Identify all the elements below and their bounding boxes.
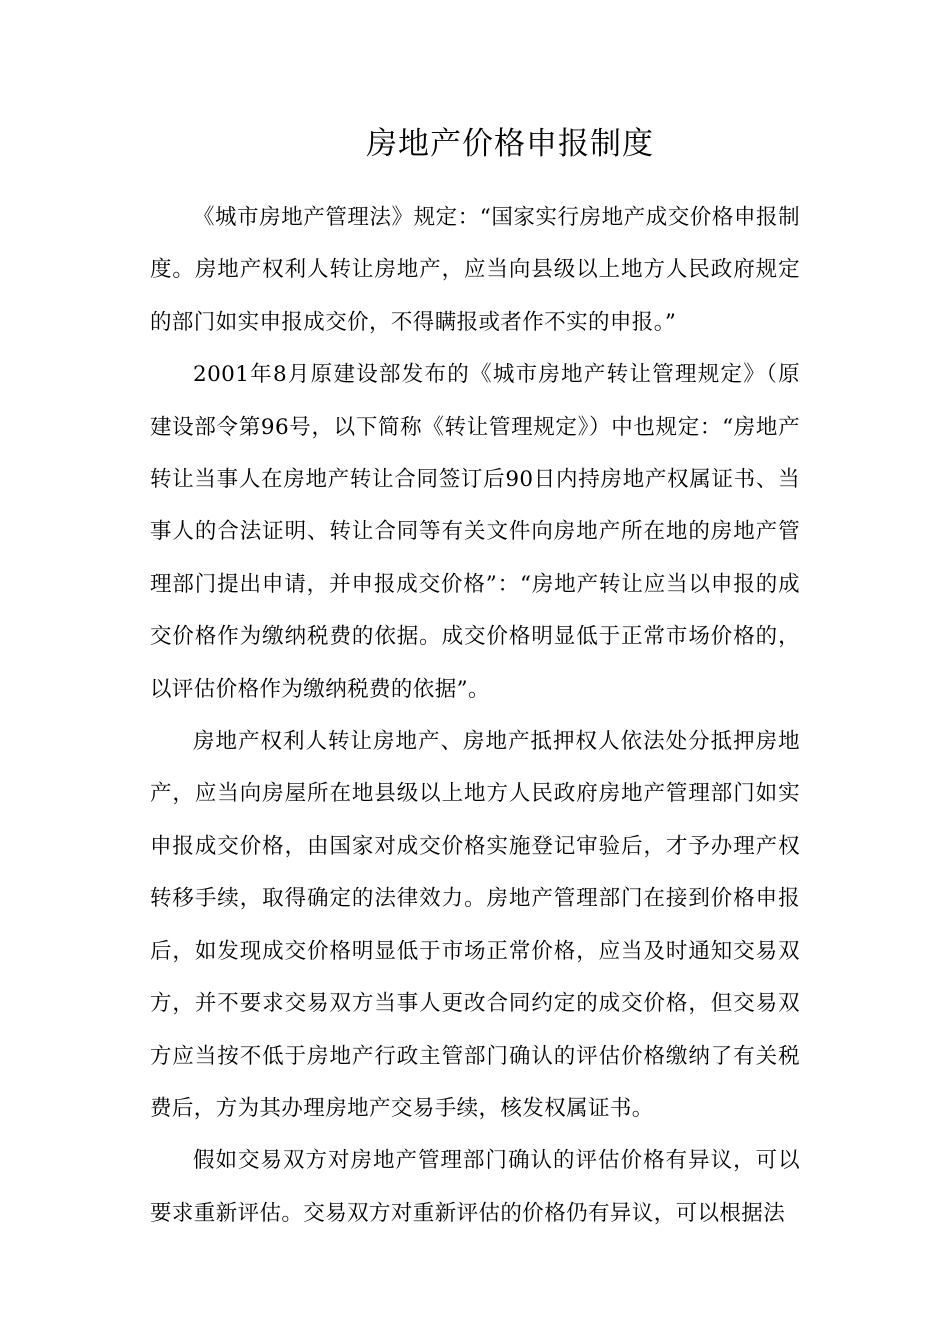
document-body bbox=[150, 192, 800, 1240]
paragraph-3: 房地产权利人转让房地产、房地产抵押权人依法处分抵押房地产，应当向房屋所在地县级以上地方人民政府房地产管理部门如实申报成交价格，由国家对成交价格实施登记审验后，才予办理产权转移手续，取得确定的法律效力。房地产管理部门在接到价格申报后，如发现成交价格明显低于市场正常价格，应当及时通知交易双方，并不要求交易双方当事人更改合同约定的成交价格，但交易双方应当按不低于房地产行政主管部门确认的评估价格缴纳了有关税费后，方为其办理房地产交易手续，核发权属证书。 bbox=[150, 729, 800, 1121]
paragraph-2: 2001年8月原建设部发布的《城市房地产转让管理规定》（原建设部令第96号，以下简称《转让管理规定》）中也规定：“房地产转让当事人在房地产转让合同签订后90日内持房地产权属证书、当事人的合法证明、转让合同等有关文件向房地产所在地的房地产管理部门提出申请，并申报成交价格”：“房地产转让应当以申报的成交价格作为缴纳税费的依据。成交价格明显低于正常市场价格的，以评估价格作为缴纳税费的依据”。 bbox=[150, 362, 800, 702]
paragraph-1: 《城市房地产管理法》规定：“国家实行房地产成交价格申报制度。房地产权利人转让房地产，应当向县级以上地方人民政府规定的部门如实申报成交价，不得瞒报或者作不实的申报。” bbox=[150, 205, 800, 335]
document-title: 房地产价格申报制度 bbox=[366, 126, 654, 162]
paragraph-4: 假如交易双方对房地产管理部门确认的评估价格有异议，可以要求重新评估。交易双方对重新评估的价格仍有异议，可以根据法 bbox=[150, 1148, 800, 1226]
